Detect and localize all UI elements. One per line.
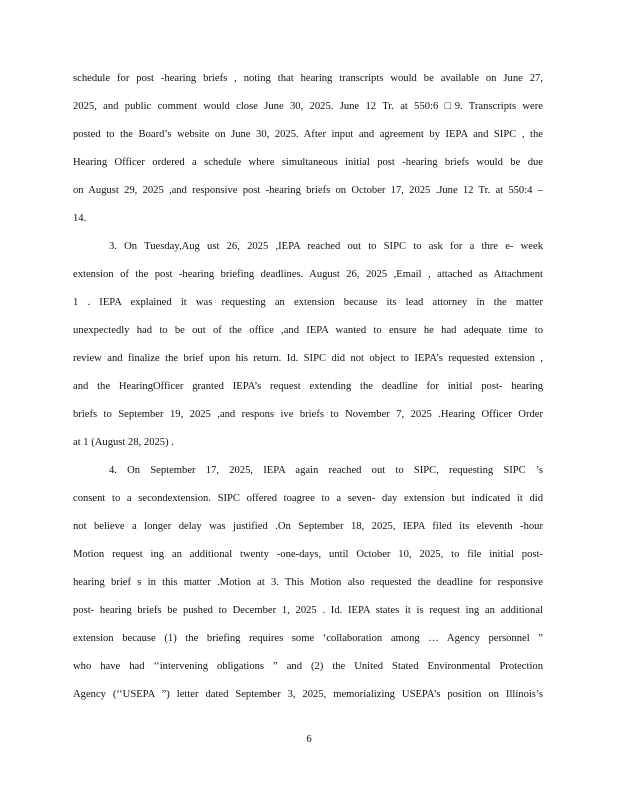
text-line: post- hearing briefs be pushed to December 1, 2025 . Id. IEPA states it is request ing an additional bbox=[73, 605, 543, 616]
text-line: who have had ‘‘intervening obligations ” and (2) the United Stated Environmental Protection bbox=[73, 661, 543, 672]
text-line: 14. bbox=[73, 213, 87, 224]
text-line: and the HearingOfficer granted IEPA’s request extending the deadline for initial post- hearing bbox=[73, 381, 543, 392]
text-line: on August 29, 2025 ,and responsive post -hearing briefs on October 17, 2025 .June 12 Tr. at 550:4 – bbox=[73, 185, 543, 196]
paragraph-3-first-line: 3. On Tuesday,Aug ust 26, 2025 ,IEPA reached out to SIPC to ask for a thre e- week bbox=[109, 241, 543, 252]
text-line: consent to a secondextension. SIPC offered toagree to a seven- day extension but indicated it did bbox=[73, 493, 543, 504]
text-line: extension of the post -hearing briefing deadlines. August 26, 2025 ,Email , attached as Attachment bbox=[73, 269, 543, 280]
paragraph-4-first-line: 4. On September 17, 2025, IEPA again reached out to SIPC, requesting SIPC ’s bbox=[109, 465, 543, 476]
text-line: not believe a longer delay was justified .On September 18, 2025, IEPA filed its eleventh -hour bbox=[73, 521, 543, 532]
text-line: review and finalize the brief upon his return. Id. SIPC did not object to IEPA’s requested extension , bbox=[73, 353, 543, 364]
text-line: Motion request ing an additional twenty -one-days, until October 10, 2025, to file initial post- bbox=[73, 549, 543, 560]
text-line: schedule for post -hearing briefs , noting that hearing transcripts would be available on June 27, bbox=[73, 73, 543, 84]
text-line: posted to the Board’s website on June 30, 2025. After input and agreement by IEPA and SIPC , the bbox=[73, 129, 543, 140]
page-number: 6 bbox=[306, 734, 312, 745]
text-line: Agency (‘‘USEPA ”) letter dated September 3, 2025, memorializing USEPA’s position on Illinois’s bbox=[73, 689, 543, 700]
text-line: 2025, and public comment would close June 30, 2025. June 12 Tr. at 550:6 □9. Transcripts were bbox=[73, 101, 543, 112]
text-line: 1 . IEPA explained it was requesting an extension because its lead attorney in the matter bbox=[73, 297, 543, 308]
text-line: hearing brief s in this matter .Motion at 3. This Motion also requested the deadline for responsive bbox=[73, 577, 543, 588]
text-line: unexpectedly had to be out of the office ,and IEPA wanted to ensure he had adequate time to bbox=[73, 325, 543, 336]
text-line: briefs to September 19, 2025 ,and respons ive briefs to November 7, 2025 .Hearing Officer Order bbox=[73, 409, 543, 420]
text-line: at 1 (August 28, 2025) . bbox=[73, 437, 174, 448]
text-line: extension because (1) the briefing requires some ‘collaboration among … Agency personnel ” bbox=[73, 633, 543, 644]
text-line: Hearing Officer ordered a schedule where simultaneous initial post -hearing briefs would be due bbox=[73, 157, 543, 168]
